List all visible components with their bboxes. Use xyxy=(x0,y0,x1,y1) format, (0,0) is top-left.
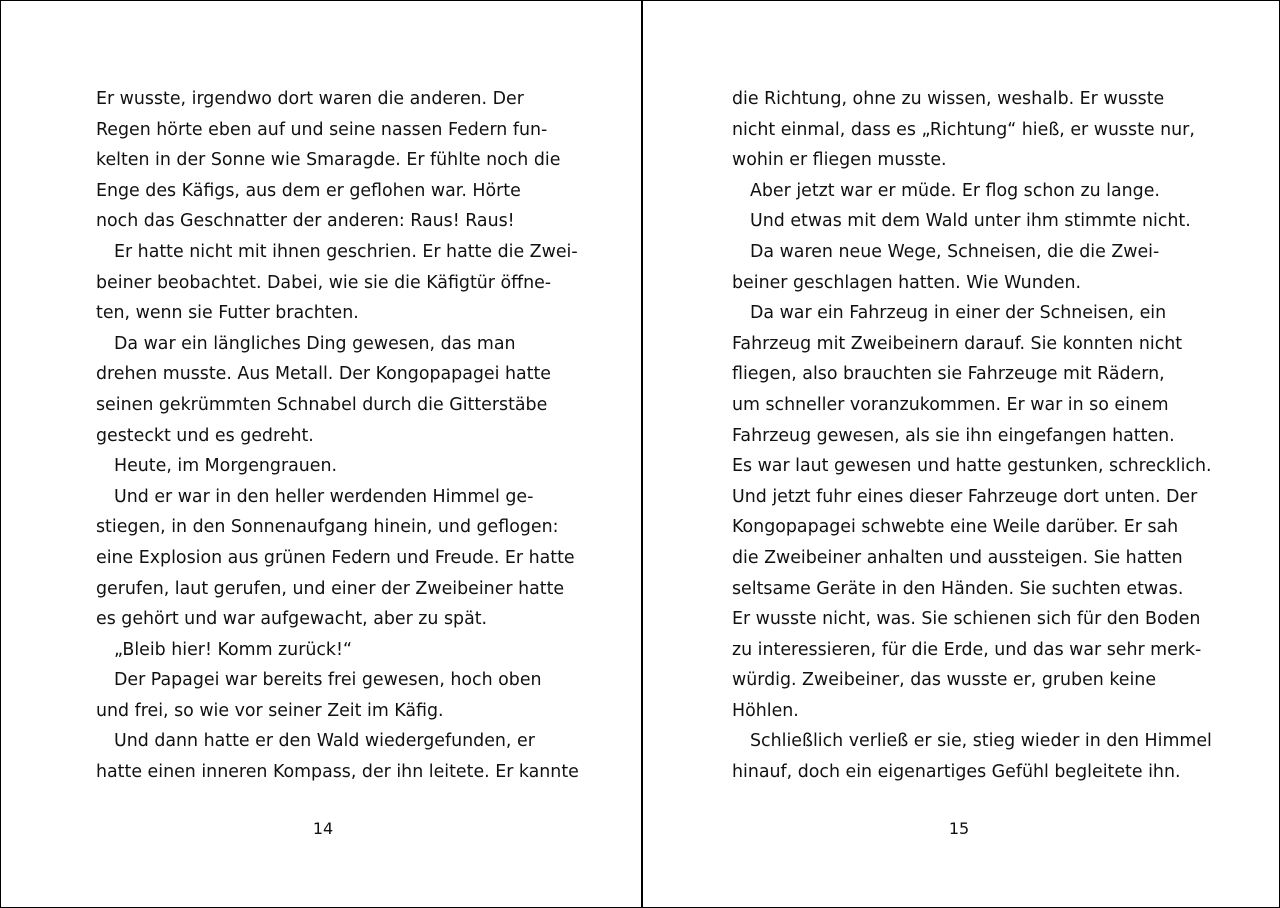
text-line: Und etwas mit dem Wald unter ihm stimmte nicht. xyxy=(750,211,1191,232)
text-line: eine Explosion aus grünen Federn und Freude. Er hatte xyxy=(96,547,575,568)
text-line: es gehört und war aufgewacht, aber zu spät. xyxy=(96,609,488,630)
text-line: gesteckt und es gedreht. xyxy=(96,425,314,446)
text-line: Und dann hatte er den Wald wiedergefunden, er xyxy=(114,731,535,752)
text-line: Heute, im Morgengrauen. xyxy=(114,456,338,477)
text-line: Da waren neue Wege, Schneisen, die die Zwei- xyxy=(750,241,1160,262)
text-line: drehen musste. Aus Metall. Der Kongopapagei hatte xyxy=(96,364,551,385)
text-line: Kongopapagei schwebte eine Weile darüber. Er sah xyxy=(732,517,1179,538)
text-line: Schließlich verließ er sie, stieg wieder in den Himmel xyxy=(750,731,1212,752)
right-page xyxy=(643,1,1280,907)
text-line: Enge des Käfigs, aus dem er geflohen war. Hörte xyxy=(96,180,521,201)
text-line: wohin er fliegen musste. xyxy=(732,150,947,171)
text-line: zu interessieren, für die Erde, und das war sehr merk- xyxy=(732,639,1202,660)
text-line: seinen gekrümmten Schnabel durch die Gitterstäbe xyxy=(96,394,548,415)
text-line: „Bleib hier! Komm zurück!“ xyxy=(114,639,352,660)
text-line: um schneller voranzukommen. Er war in so einem xyxy=(732,394,1169,415)
text-line: würdig. Zweibeiner, das wusste er, gruben keine xyxy=(732,670,1157,691)
text-line: gerufen, laut gerufen, und einer der Zweibeiner hatte xyxy=(96,578,565,599)
text-line: noch das Geschnatter der anderen: Raus! Raus! xyxy=(96,211,515,232)
text-line: Da war ein Fahrzeug in einer der Schneisen, ein xyxy=(750,303,1167,324)
text-line: kelten in der Sonne wie Smaragde. Er fühlte noch die xyxy=(96,150,561,171)
left-page xyxy=(1,1,639,907)
text-line: Und er war in den heller werdenden Himmel ge- xyxy=(114,486,534,507)
text-line: stiegen, in den Sonnenaufgang hinein, und geflogen: xyxy=(96,517,559,538)
page-number: 14 xyxy=(312,819,334,838)
text-line: Es war laut gewesen und hatte gestunken, schrecklich. xyxy=(732,456,1212,477)
text-line: beiner beobachtet. Dabei, wie sie die Käfigtür öffne- xyxy=(96,272,552,293)
text-line: die Richtung, ohne zu wissen, weshalb. Er wusste xyxy=(732,89,1165,109)
text-line: fliegen, also brauchten sie Fahrzeuge mit Rädern, xyxy=(732,364,1165,385)
text-line: Fahrzeug mit Zweibeinern darauf. Sie konnten nicht xyxy=(732,333,1183,354)
text-line: Da war ein längliches Ding gewesen, das man xyxy=(114,333,516,354)
text-line: Er wusste, irgendwo dort waren die anderen. Der xyxy=(96,89,524,109)
text-line: Regen hörte eben auf und seine nassen Federn fun- xyxy=(96,119,548,140)
text-line: hinauf, doch ein eigenartiges Gefühl begleitete ihn. xyxy=(732,762,1181,783)
text-line: Und jetzt fuhr eines dieser Fahrzeuge dort unten. Der xyxy=(732,486,1198,507)
text-line: Er wusste nicht, was. Sie schienen sich für den Boden xyxy=(732,609,1201,630)
text-line: und frei, so wie vor seiner Zeit im Käfig. xyxy=(96,700,444,721)
text-line: ten, wenn sie Futter brachten. xyxy=(96,303,359,324)
text-line: die Zweibeiner anhalten und aussteigen. Sie hatten xyxy=(732,547,1183,568)
text-line: Aber jetzt war er müde. Er flog schon zu lange. xyxy=(750,180,1160,201)
text-line: hatte einen inneren Kompass, der ihn leitete. Er kannte xyxy=(96,762,579,783)
right-page-text xyxy=(732,84,1212,788)
text-line: seltsame Geräte in den Händen. Sie suchten etwas. xyxy=(732,578,1184,599)
text-line: Höhlen. xyxy=(732,700,799,721)
text-line: beiner geschlagen hatten. Wie Wunden. xyxy=(732,272,1082,293)
text-line: Der Papagei war bereits frei gewesen, hoch oben xyxy=(114,670,542,691)
text-line: Er hatte nicht mit ihnen geschrien. Er hatte die Zwei- xyxy=(114,241,578,262)
text-line: nicht einmal, dass es „Richtung“ hieß, er wusste nur, xyxy=(732,119,1195,140)
page-number: 15 xyxy=(948,819,970,838)
text-line: Fahrzeug gewesen, als sie ihn eingefangen hatten. xyxy=(732,425,1175,446)
left-page-text xyxy=(96,84,579,788)
